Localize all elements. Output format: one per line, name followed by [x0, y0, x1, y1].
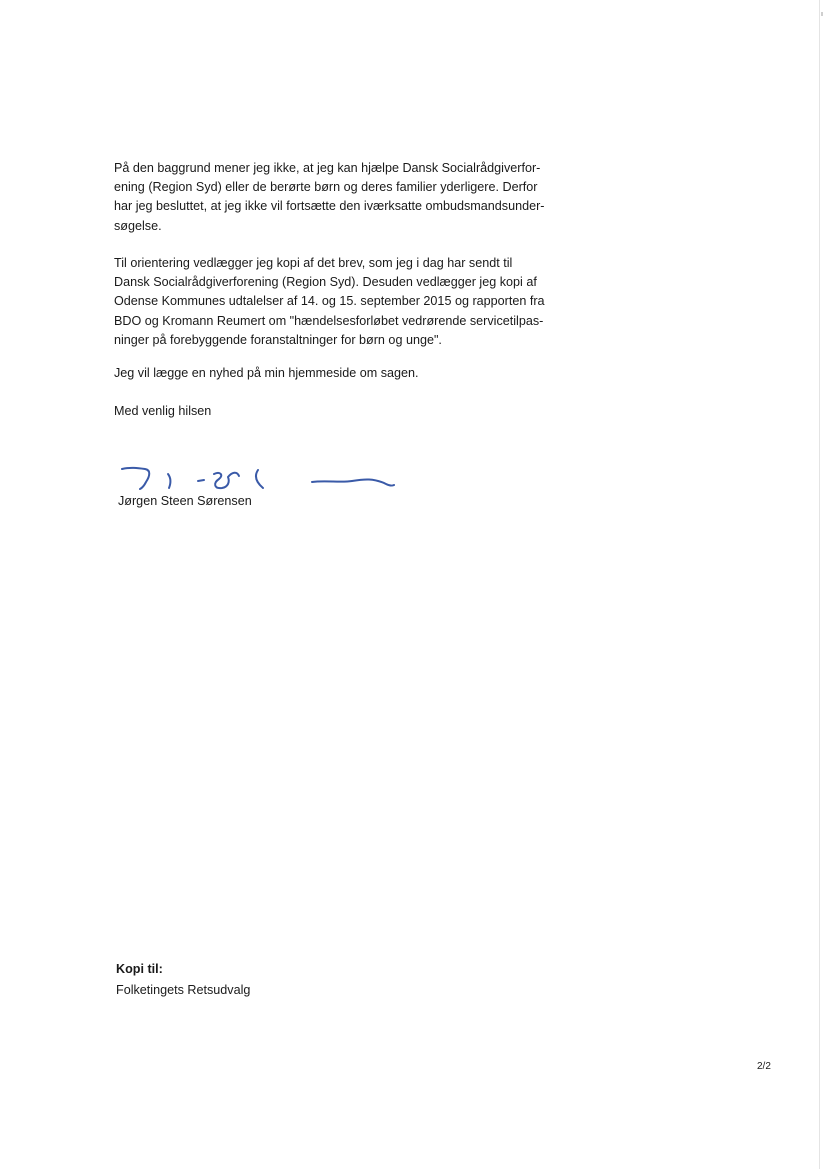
signature-stroke	[122, 468, 149, 489]
text-line: BDO og Kromann Reumert om "hændelsesforløbet vedrørende servicetilpas-	[114, 313, 544, 328]
handwritten-signature	[118, 458, 398, 498]
text-line: På den baggrund mener jeg ikke, at jeg kan hjælpe Dansk Socialrådgiverfor-	[114, 161, 541, 175]
page-number: 2/2	[757, 1061, 771, 1072]
signature-stroke	[214, 473, 239, 488]
scan-edge-line	[819, 0, 820, 1169]
closing-greeting	[114, 402, 584, 421]
text-line: har jeg besluttet, at jeg ikke vil fortsætte den iværksatte ombudsmandsunder-	[114, 199, 545, 214]
text-line: søgelse.	[114, 218, 162, 233]
signature-stroke	[256, 470, 263, 488]
paragraph-decision	[114, 159, 584, 236]
copy-recipient: Folketingets Retsudvalg	[116, 983, 251, 997]
text-line: Til orientering vedlægger jeg kopi af det brev, som jeg i dag har sendt til	[114, 256, 513, 270]
signature-stroke	[168, 474, 170, 488]
text-line: Odense Kommunes udtalelser af 14. og 15. september 2015 og rapporten fra	[114, 294, 545, 309]
paragraph-enclosures	[114, 254, 584, 350]
copy-heading: Kopi til:	[116, 962, 163, 976]
paragraph-news	[114, 364, 584, 383]
text-line: Jeg vil lægge en nyhed på min hjemmeside om sagen.	[114, 366, 419, 380]
text-line: Dansk Socialrådgiverforening (Region Syd). Desuden vedlægger jeg kopi af	[114, 275, 537, 290]
text-line: Med venlig hilsen	[114, 404, 212, 418]
scan-edge-mark	[821, 12, 823, 16]
text-line: ninger på forebyggende foranstaltninger for børn og unge".	[114, 332, 442, 347]
signer-name: Jørgen Steen Sørensen	[118, 494, 252, 508]
signature-stroke	[198, 480, 204, 481]
signature-stroke	[312, 479, 394, 485]
text-line: ening (Region Syd) eller de berørte børn og deres familier yderligere. Derfor	[114, 180, 538, 195]
